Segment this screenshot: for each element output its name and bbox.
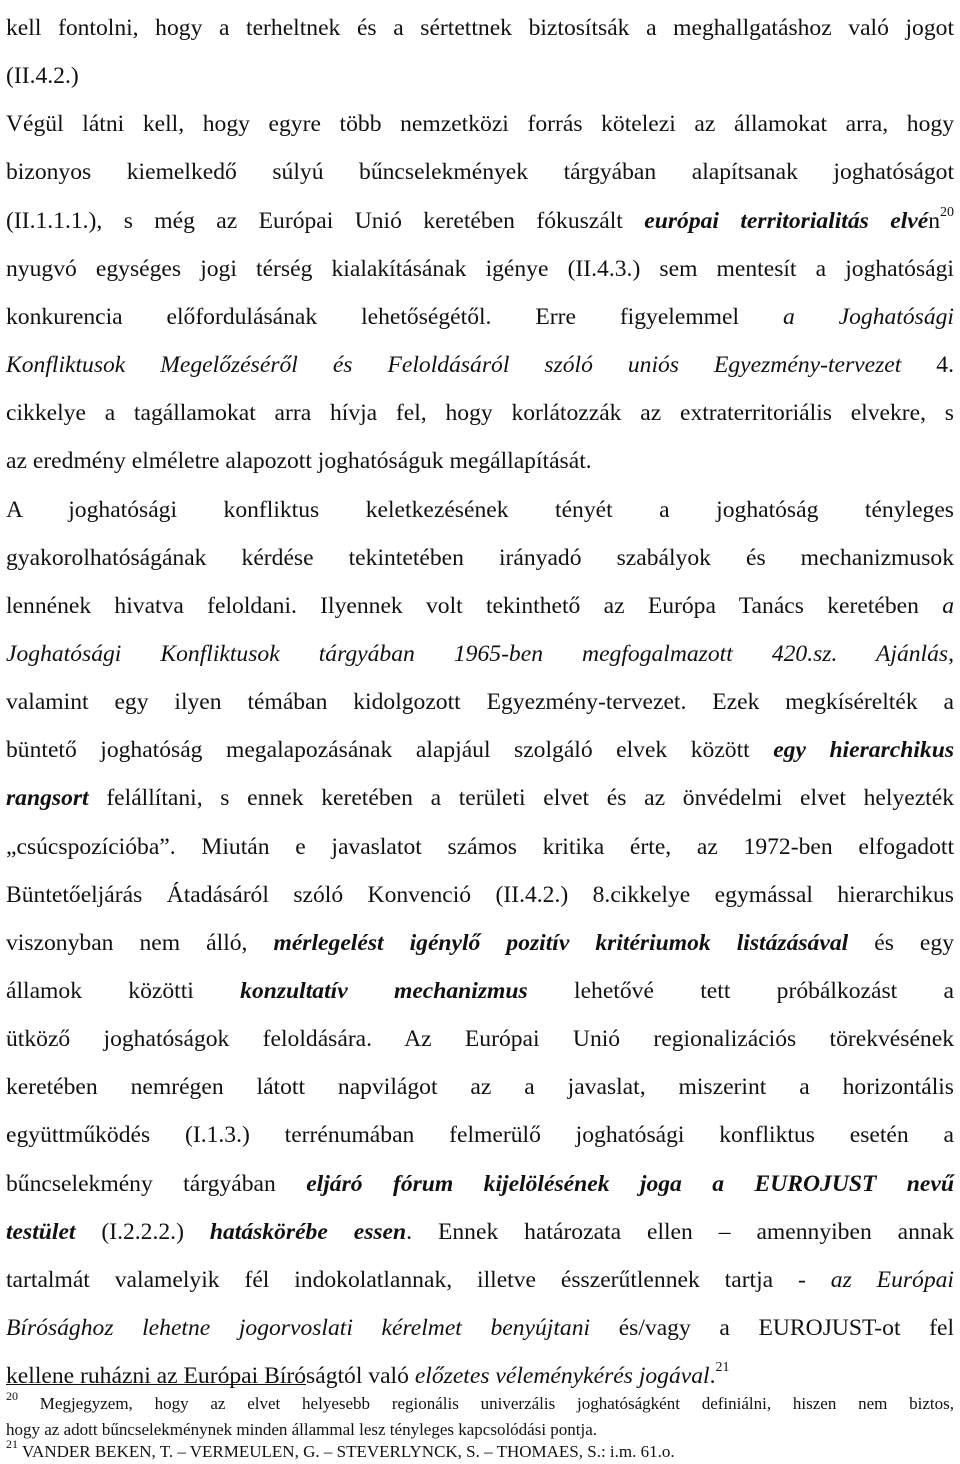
text-segment: lehetővé tett próbálkozást a — [527, 978, 955, 1004]
text-line — [6, 100, 954, 148]
footnote-line — [6, 1389, 955, 1414]
text-segment: . — [709, 1363, 716, 1390]
text-segment: európai territorialitás elvé — [644, 207, 929, 234]
footnote-number: 20 — [6, 1389, 18, 1404]
text-segment: testület — [6, 1218, 76, 1245]
text-segment: viszonyban nem álló, — [6, 929, 274, 956]
text-line — [6, 293, 954, 341]
text-segment: államok közötti — [6, 978, 241, 1004]
text-line — [6, 534, 954, 582]
text-segment: eljáró fórum kijelölésének joga a EUROJUST nevű — [306, 1170, 954, 1197]
text-line — [6, 245, 954, 293]
text-line — [6, 582, 954, 630]
text-segment: Joghatósági Konfliktusok tárgyában 1965-ben megfogalmazott 420.sz. Ajánlás — [6, 640, 949, 667]
text-segment: valamint egy ilyen témában kidolgozott Egyezmény-tervezet. Ezek megkísérelték a — [6, 689, 954, 716]
footnote-number: 21 — [6, 1437, 18, 1452]
text-line — [6, 678, 954, 726]
text-segment: 4. — [901, 352, 954, 379]
text-segment: konzultatív mechanizmus — [240, 978, 528, 1004]
text-line — [6, 1063, 954, 1111]
text-line — [6, 437, 954, 485]
text-line — [6, 1256, 954, 1304]
text-segment: felállítani, s ennek keretében a területi elvet és az önvédelmi elvet helyezték — [88, 785, 954, 812]
text-segment: a — [942, 592, 954, 619]
text-segment: . Ennek határozata ellen – amennyiben annak — [406, 1218, 954, 1245]
text-line — [6, 197, 954, 245]
text-segment: Büntetőeljárás Átadásáról szóló Konvenció (II.4.2.) 8.cikkelye egymással hierarchikus — [6, 881, 954, 908]
footnote-text: Megjegyzem, hogy az elvet helyesebb regionális univerzális joghatóságként definiálni, hiszen nem biztos, — [39, 1394, 955, 1413]
text-line — [6, 919, 954, 967]
text-segment: Végül látni kell, hogy egyre több nemzetközi forrás kötelezi az államokat arra, hogy — [6, 111, 954, 138]
text-segment: (II.4.2.) — [6, 63, 79, 90]
text-segment: kellene ruházni az Európai Bíróságtól való — [6, 1363, 415, 1390]
text-segment: bizonyos kiemelkedő súlyú bűncselekmények tárgyában alapítsanak joghatóságot — [6, 159, 954, 186]
text-segment: együttműködés (I.1.3.) terrénumában felmerülő joghatósági konfliktus esetén a — [6, 1122, 954, 1149]
footnote-line — [6, 1420, 954, 1440]
text-segment: nyugvó egységes jogi térség kialakításának igénye (II.4.3.) sem mentesít a joghatósági — [6, 255, 954, 282]
footnote-line — [6, 1437, 954, 1462]
text-segment: lennének hivatva feloldani. Ilyennek volt tekinthető az Európa Tanács keretében — [6, 592, 943, 619]
text-line — [6, 1352, 954, 1400]
text-segment: n — [928, 207, 940, 234]
text-line — [6, 389, 954, 437]
text-segment: Konfliktusok Megelőzéséről és Feloldásáról szóló uniós Egyezmény-tervezet — [6, 352, 902, 379]
text-segment: a Joghatósági — [782, 303, 954, 330]
text-line — [6, 148, 954, 196]
text-segment: kell fontolni, hogy a terheltnek és a sértettnek biztosítsák a meghallgatáshoz való jogot — [6, 15, 954, 41]
text-segment: , — [948, 640, 954, 667]
text-line — [6, 1208, 954, 1256]
text-segment: hatáskörébe essen — [209, 1218, 407, 1245]
text-line — [6, 774, 954, 822]
footnote-ref: 20 — [940, 204, 954, 220]
footnote-separator — [6, 1384, 306, 1385]
text-segment: az Európai — [830, 1266, 954, 1293]
text-segment: keretében nemrégen látott napvilágot az a javaslat, miszerint a horizontális — [6, 1074, 954, 1101]
text-segment: Bírósághoz lehetne jogorvoslati kérelmet benyújtani — [6, 1315, 591, 1342]
text-segment: előzetes véleménykérés jogával — [414, 1363, 710, 1390]
text-line — [6, 871, 954, 919]
text-line — [6, 1304, 954, 1352]
text-line — [6, 52, 954, 100]
text-segment: „csúcspozícióba”. Miután e javaslatot számos kritika érte, az 1972-ben elfogadott — [6, 833, 954, 860]
text-segment: (II.1.1.1.), s még az Európai Unió keretében fókuszált — [6, 207, 645, 234]
text-segment: és/vagy a EUROJUST-ot fel — [590, 1315, 955, 1342]
text-segment: cikkelye a tagállamokat arra hívja fel, hogy korlátozzák az extraterritoriális elvekre, s — [6, 400, 954, 427]
text-segment: (I.2.2.2.) — [75, 1218, 210, 1245]
text-segment: egy hierarchikus — [773, 737, 954, 764]
text-segment: és egy — [848, 929, 954, 956]
text-line — [6, 1160, 954, 1208]
text-line — [6, 630, 954, 678]
text-segment: A joghatósági konfliktus keletkezésének tényét a joghatóság tényleges — [6, 496, 954, 523]
text-line — [6, 967, 954, 1015]
text-segment: bűncselekmény tárgyában — [6, 1170, 307, 1197]
footnote-text: hogy az adott bűncselekménynek minden állammal lesz tényleges kapcsolódási pontja. — [6, 1420, 598, 1439]
text-line — [6, 1111, 954, 1159]
text-segment: mérlegelést igénylő pozitív kritériumok listázásával — [273, 929, 849, 956]
text-line — [6, 341, 954, 389]
text-segment: az eredmény elméletre alapozott joghatóságuk megállapítását. — [6, 448, 592, 475]
text-segment: ütköző joghatóságok feloldására. Az Európai Unió regionalizációs törekvésének — [6, 1026, 954, 1053]
text-line — [6, 1015, 954, 1063]
text-line — [6, 726, 954, 774]
text-segment: rangsort — [6, 785, 89, 812]
text-line — [6, 823, 954, 871]
text-segment: gyakorolhatóságának kérdése tekintetében irányadó szabályok és mechanizmusok — [6, 544, 954, 571]
text-line — [6, 486, 954, 534]
text-segment: büntető joghatóság megalapozásának alapjául szolgáló elvek között — [6, 737, 774, 764]
footnote-ref: 21 — [715, 1360, 730, 1376]
text-line — [6, 4, 954, 52]
text-segment: tartalmát valamelyik fél indokolatlannak, illetve ésszerűtlennek tartja - — [6, 1266, 831, 1293]
footnote-text: VANDER BEKEN, T. – VERMEULEN, G. – STEVERLYNCK, S. – THOMAES, S.: i.m. 61.o. — [21, 1442, 675, 1461]
text-segment: konkurencia előfordulásának lehetőségétől. Erre figyelemmel — [6, 303, 783, 330]
